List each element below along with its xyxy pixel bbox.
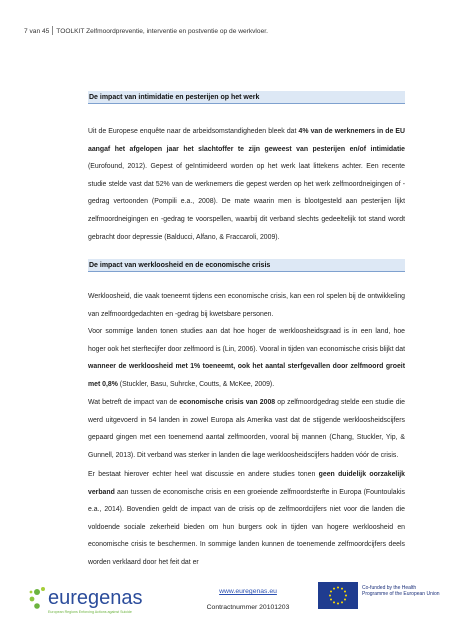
- paragraph-intimidation: Uit de Europese enquête naar de arbeidsomstandigheden bleek dat 4% van de werknemers in de EU aangaf het afgelopen jaar het slachtoffer te zijn geweest van pesterijen en/of intimidatie (Eurofound, 2012). Gepest of geïntimideerd worden op het werk laat littekens achter. Een recente studie stelde vast dat 52% van de werknemers die gepest werden op het werk zelfmoordneigingen of -gedrag vertoonden (Pompili e.a., 2008). De mate waarin men is blootgesteld aan pesterijen lijkt zelfmoordneigingen en -gedrag te voorspellen, waarbij dit verband slechts gedeeltelijk tot stand wordt gebracht door depressie (Balducci, Alfano, & Fraccaroli, 2009).: [88, 128, 405, 241]
- eu-flag-icon: [318, 582, 358, 609]
- section-heading-intimidation: De impact van intimidatie en pesterijen op het werk: [88, 91, 405, 104]
- eu-cofunding-text: Co-funded by the Health Programme of the European Union: [362, 585, 440, 598]
- document-title: TOOLKIT Zelfmoordpreventie, interventie en postventie op de werkvloer.: [56, 28, 268, 35]
- paragraph-unemployment-1: Werkloosheid, die vaak toeneemt tijdens een economische crisis, kan een rol spelen bij de ontwikkeling van zelfmoordgedachten en -gedrag bij kwetsbare personen.: [88, 293, 405, 318]
- section-heading-unemployment: De impact van werkloosheid en de economische crisis: [88, 259, 405, 272]
- paragraph-unemployment-2: Voor sommige landen tonen studies aan dat hoe hoger de werkloosheidsgraad is in een land, hoe hoger ook het sterftecijfer door zelfmoord is (Lin, 2006). Vooral in tijden van economische crisis blijkt dat wanneer de werkloosheid met 1% toeneemt, ook het aantal sterfgevallen door zelfmoord groeit met 0,8% (Stuckler, Basu, Suhrcke, Coutts, & McKee, 2009).: [88, 328, 405, 388]
- svg-text:euregenas: euregenas: [48, 587, 143, 609]
- euregenas-logo-graphic: [28, 580, 178, 620]
- contract-number: Contractnummer 20101203: [206, 604, 290, 611]
- page-number: 7 van 45: [24, 28, 50, 35]
- svg-text:European Regions Enforcing Act: European Regions Enforcing Actions against Suicide: [48, 610, 132, 614]
- paragraph-unemployment-3: Wat betreft de impact van de economische crisis van 2008 op zelfmoordgedrag stelde een studie die werd uitgevoerd in 54 landen in zowel Europa als Amerika vast dat de stijgende werkloosheidscijfers gepaard gingen met een toenemend aantal zelfmoorden, vooral bij mannen (Chang, Stuckler, Yip, & Gunnell, 2013). Dit verband was sterker in landen die lage werkloosheidscijfers hadden vóór de crisis.: [88, 399, 406, 459]
- website-link[interactable]: www.euregenas.eu: [219, 588, 277, 595]
- paragraph-unemployment-4: Er bestaat hierover echter heel wat discussie en andere studies tonen geen duidelijk oorzakelijk verband aan tussen de economische crisis en een groeiende zelfmoordsterfte in Europa (Fountoulakis e.a., 2014). Bovendien geldt de impact van de crisis op de zelfmoordcijfers niet voor die landen die voldoende sociale zekerheid bieden om hun burgers ook in tijden van hogere werkloosheid en economische crisis te beschermen. In sommige landen kunnen de toenemende zelfmoordcijfers deels worden verklaard door het feit dat er: [88, 471, 406, 566]
- euregenas-logo: [28, 580, 178, 620]
- page-header: [24, 26, 433, 35]
- header-divider: [52, 26, 53, 35]
